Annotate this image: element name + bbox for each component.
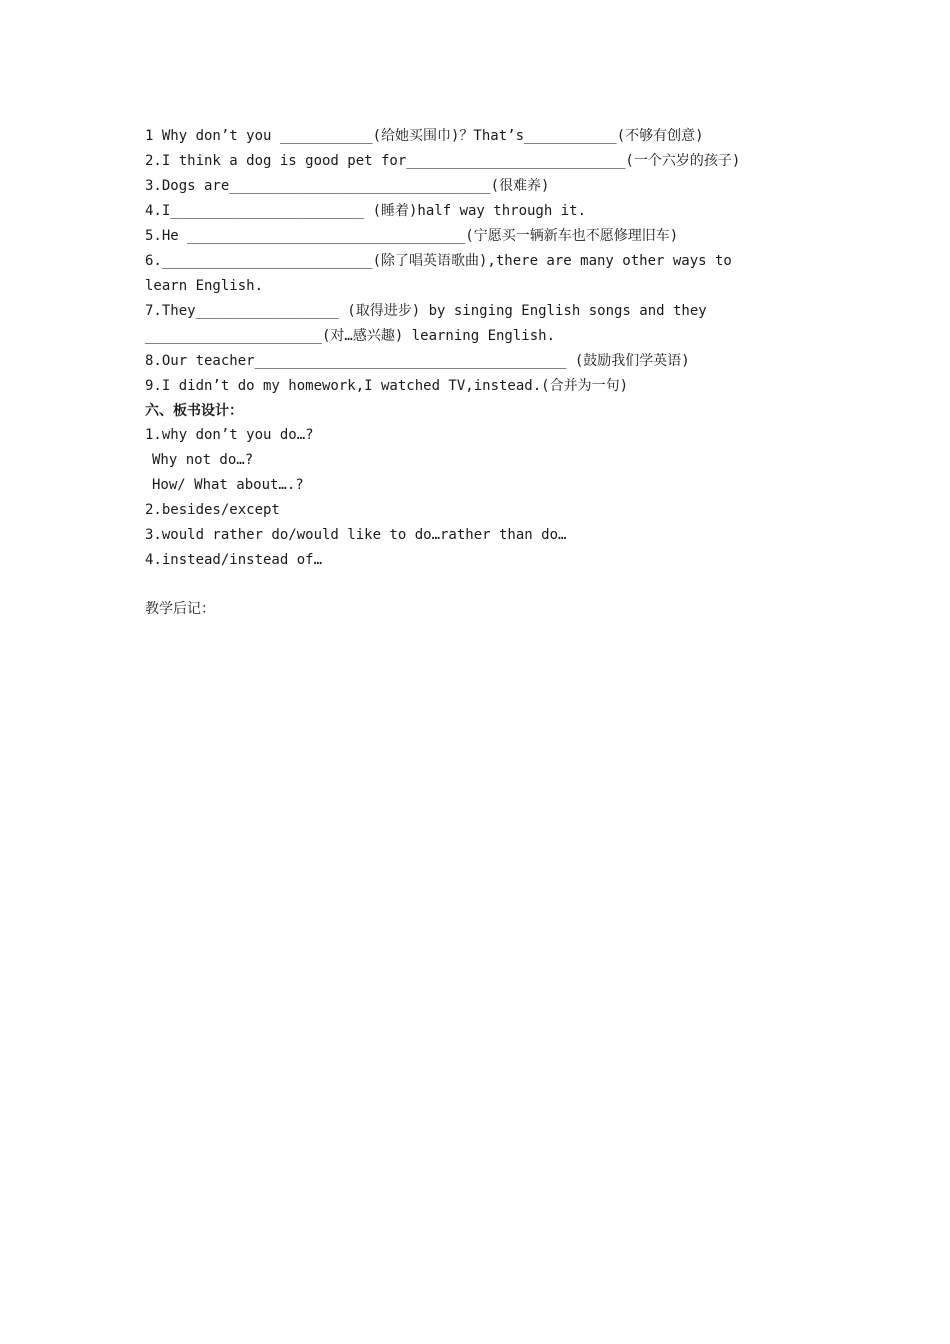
exercise-line-2: 2.I think a dog is good pet for__________________________(一个六岁的孩子) (145, 153, 741, 169)
board-item-1: 1.why don’t you do…? (145, 427, 314, 443)
exercise-line-5: 5.He _________________________________(宁愿买一辆新车也不愿修理旧车) (145, 228, 679, 244)
exercise-line-3: 3.Dogs are_______________________________(很难养) (145, 178, 550, 194)
exercise-line-7: 7.They_________________ (取得进步) by singing English songs and they (145, 303, 707, 319)
teaching-notes-label: 教学后记： (145, 601, 215, 617)
board-item-2: 2.besides/except (145, 502, 280, 518)
document-page (145, 124, 825, 622)
exercise-line-4: 4.I_______________________ (睡着)half way through it. (145, 203, 587, 219)
exercise-line-8: 8.Our teacher_____________________________________ (鼓励我们学英语) (145, 353, 690, 369)
board-item-1-alt2: How/ What about….? (152, 477, 304, 493)
board-design-heading: 六、板书设计： (145, 403, 243, 419)
board-item-4: 4.instead/instead of… (145, 552, 323, 568)
exercise-line-1: 1 Why don’t you ___________(给她买围巾)？That’s___________(不够有创意) (145, 128, 704, 144)
exercise-line-7-cont: _____________________(对…感兴趣) learning English. (145, 328, 556, 344)
exercise-line-9: 9.I didn’t do my homework,I watched TV,instead.(合并为一句) (145, 378, 629, 394)
exercise-line-6: 6._________________________(除了唱英语歌曲),there are many other ways to (145, 253, 732, 269)
board-item-1-alt1: Why not do…? (152, 452, 254, 468)
blank-line (145, 573, 825, 597)
exercise-line-6-cont: learn English. (145, 278, 264, 294)
board-item-3: 3.would rather do/would like to do…rather than do… (145, 527, 567, 543)
